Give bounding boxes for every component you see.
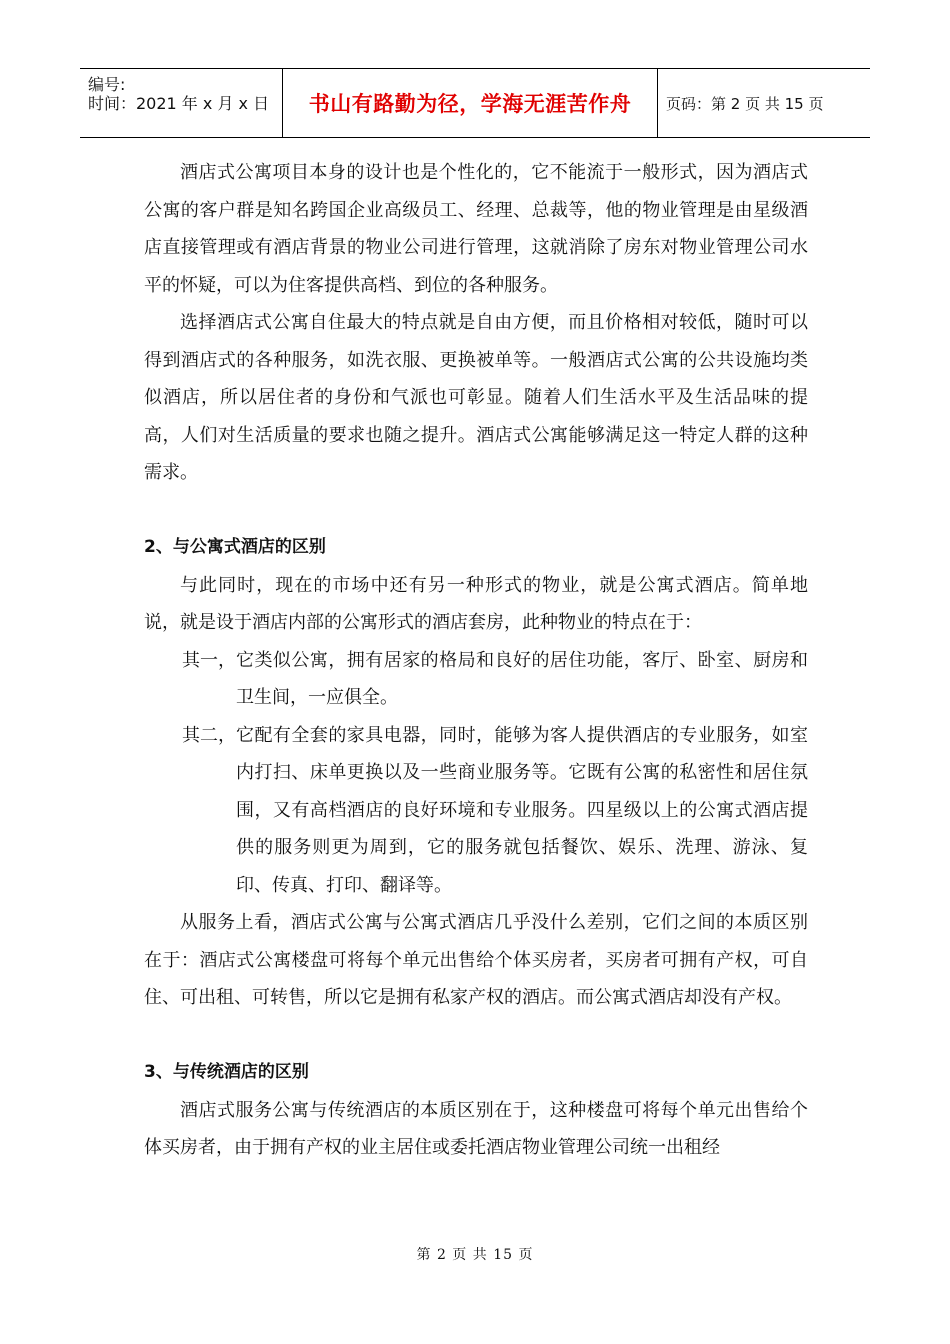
section-heading: 2、与公寓式酒店的区别	[144, 537, 326, 557]
document-number-label: 编号:	[88, 75, 126, 94]
header-page-cell	[658, 69, 870, 137]
document-time-label: 时间：2021 年 x 月 x 日	[88, 94, 270, 113]
header-motto: 书山有路勤为径，学海无涯苦作舟	[308, 92, 632, 116]
page-header	[80, 68, 870, 138]
document-body	[144, 154, 808, 1167]
list-item	[144, 642, 808, 717]
header-motto-cell	[283, 69, 658, 137]
spacer	[144, 492, 808, 530]
header-page-number: 页码：第 2 页 共 15 页	[666, 94, 824, 113]
list-item-lead: 其二，	[182, 724, 236, 746]
paragraph: 酒店式公寓项目本身的设计也是个性化的，它不能流于一般形式，因为酒店式公寓的客户群是知名跨国企业高级员工、经理、总裁等，他的物业管理是由星级酒店直接管理或有酒店背景的物业公司进行管理，这就消除了房东对物业管理公司水平的怀疑，可以为住客提供高档、到位的各种服务。	[144, 162, 808, 296]
section-heading: 3、与传统酒店的区别	[144, 1062, 309, 1082]
paragraph: 酒店式服务公寓与传统酒店的本质区别在于，这种楼盘可将每个单元出售给个体买房者，由于拥有产权的业主居住或委托酒店物业管理公司统一出租经	[144, 1099, 808, 1158]
paragraph: 从服务上看，酒店式公寓与公寓式酒店几乎没什么差别，它们之间的本质区别在于：酒店式公寓楼盘可将每个单元出售给个体买房者，买房者可拥有产权，可自住、可出租、可转售，所以它是拥有私家产权的酒店。而公寓式酒店却没有产权。	[144, 912, 808, 1008]
list-item-text: 它类似公寓，拥有居家的格局和良好的居住功能，客厅、卧室、厨房和卫生间，一应俱全。	[236, 649, 808, 708]
paragraph: 选择酒店式公寓自住最大的特点就是自由方便，而且价格相对较低，随时可以得到酒店式的各种服务，如洗衣服、更换被单等。一般酒店式公寓的公共设施均类似酒店，所以居住者的身份和气派也可彰显。随着人们生活水平及生活品味的提高，人们对生活质量的要求也随之提升。酒店式公寓能够满足这一特定人群的这种需求。	[144, 312, 808, 483]
page-footer: 第 2 页 共 15 页	[416, 1247, 534, 1263]
list-item-text: 它配有全套的家具电器，同时，能够为客人提供酒店的专业服务，如室内打扫、床单更换以及一些商业服务等。它既有公寓的私密性和居住氛围，又有高档酒店的良好环境和专业服务。四星级以上的公寓式酒店提供的服务则更为周到，它的服务就包括餐饮、娱乐、洗理、游泳、复印、传真、打印、翻译等。	[236, 724, 808, 896]
header-meta-cell	[80, 69, 283, 137]
spacer	[144, 1017, 808, 1055]
paragraph: 与此同时，现在的市场中还有另一种形式的物业，就是公寓式酒店。简单地说，就是设于酒店内部的公寓形式的酒店套房，此种物业的特点在于：	[144, 574, 808, 633]
list-item-lead: 其一，	[182, 649, 236, 671]
list-item	[144, 717, 808, 905]
